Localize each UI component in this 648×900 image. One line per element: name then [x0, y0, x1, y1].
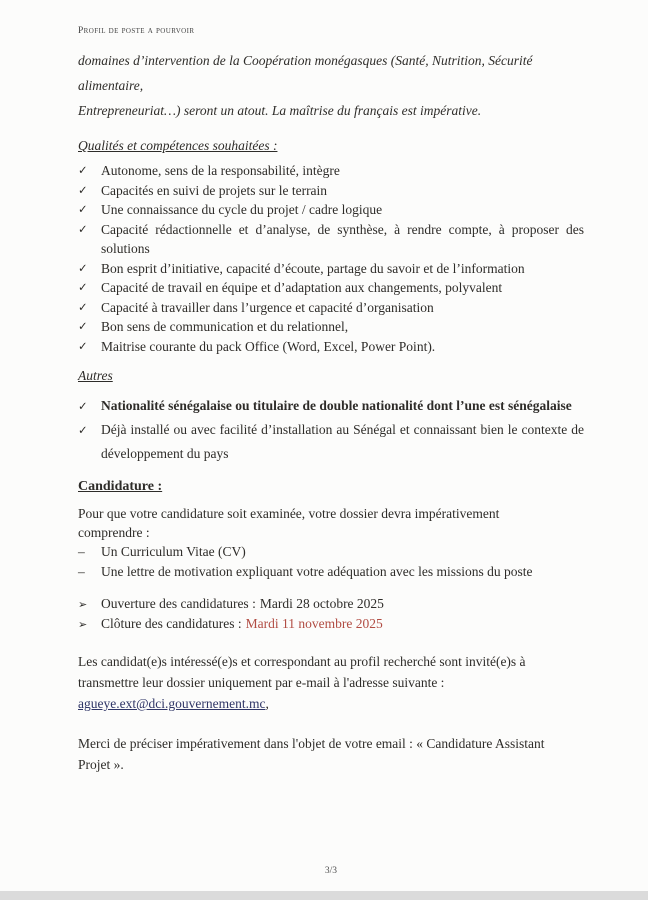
check-icon: ✓	[78, 223, 88, 236]
qualities-heading: Qualités et compétences souhaitées :	[78, 138, 278, 153]
email-line	[78, 693, 584, 714]
list-item-text: Capacités en suivi de projets sur le terrain	[101, 182, 328, 198]
list-item	[78, 594, 584, 614]
subject-note-paragraph	[78, 733, 584, 775]
list-item	[78, 542, 584, 562]
list-item-text: Nationalité sénégalaise ou titulaire de double nationalité dont l’une est sénégalaise	[101, 398, 572, 413]
document-header: Profil de poste a pourvoir	[78, 26, 195, 36]
list-item-text: Maitrise courante du pack Office (Word, Excel, Power Point).	[101, 338, 436, 354]
list-item-text: Autonome, sens de la responsabilité, intègre	[101, 163, 340, 178]
paragraph-line: Les candidat(e)s intéressé(e)s et correspondant au profil recherché sont invité(e)s à	[78, 654, 526, 669]
check-icon: ✓	[78, 262, 88, 275]
list-item-text: Une connaissance du cycle du projet / cadre logique	[101, 202, 383, 217]
list-item-text: Bon sens de communication et du relationnel,	[101, 319, 349, 334]
list-item-text: Un Curriculum Vitae (CV)	[101, 544, 246, 559]
dash-bullet-icon: –	[78, 564, 85, 579]
intro-paragraph	[78, 48, 584, 123]
list-item-text: Capacité rédactionnelle et d’analyse, de synthèse, à rendre compte, à proposer des solutions	[101, 221, 584, 256]
list-item	[78, 394, 584, 418]
page-number: 3/3	[324, 866, 338, 876]
email-suffix: ,	[265, 696, 269, 711]
list-item	[78, 298, 584, 318]
list-item	[78, 161, 584, 181]
check-icon: ✓	[78, 165, 88, 177]
date-value: Mardi 28 octobre 2025	[259, 596, 384, 611]
check-icon: ✓	[78, 204, 88, 216]
list-item-text: Bon esprit d’initiative, capacité d’écoute, partage du savoir et de l’information	[101, 260, 525, 276]
arrow-bullet-icon: ➢	[78, 599, 88, 611]
others-heading: Autres	[78, 368, 113, 383]
check-icon: ✓	[78, 282, 88, 294]
submission-paragraph	[78, 651, 584, 714]
documents-list	[78, 542, 584, 582]
qualities-list	[78, 161, 584, 356]
list-item	[78, 278, 584, 298]
list-item	[78, 418, 584, 466]
check-icon: ✓	[78, 321, 88, 333]
list-item	[78, 317, 584, 337]
intro-line: domaines d’intervention de la Coopération monégasques (Santé, Nutrition, Sécurité alimentaire,	[78, 53, 533, 93]
arrow-bullet-icon: ➢	[78, 619, 88, 631]
dash-bullet-icon: –	[78, 544, 85, 559]
check-icon: ✓	[78, 425, 88, 437]
date-value-highlighted: Mardi 11 novembre 2025	[245, 616, 383, 631]
candidature-intro	[78, 504, 584, 542]
closing-date	[101, 614, 584, 634]
list-item-text: Une lettre de motivation expliquant votre adéquation avec les missions du poste	[101, 564, 533, 579]
others-list	[78, 394, 584, 466]
dates-list	[78, 594, 584, 634]
intro-line: Entrepreneuriat…) seront un atout. La maîtrise du français est impérative.	[78, 103, 482, 118]
candidature-heading: Candidature :	[78, 479, 163, 494]
paragraph-line: Merci de préciser impérativement dans l'objet de votre email : « Candidature Assistant	[78, 736, 545, 751]
list-item	[78, 181, 584, 201]
paragraph-line: Projet ».	[78, 757, 124, 772]
list-item	[78, 259, 584, 279]
check-icon: ✓	[78, 340, 88, 353]
date-label: Clôture des candidatures :	[101, 616, 242, 631]
list-item	[78, 614, 584, 634]
check-icon: ✓	[78, 184, 88, 197]
paragraph-line: Pour que votre candidature soit examinée, votre dossier devra impérativement	[78, 506, 500, 521]
list-item	[78, 220, 584, 259]
list-item	[78, 562, 584, 582]
list-item	[78, 337, 584, 357]
email-link[interactable]: agueye.ext@dci.gouvernement.mc	[78, 696, 266, 711]
list-item	[78, 200, 584, 220]
opening-date	[101, 594, 584, 614]
list-item-text: Déjà installé ou avec facilité d’installation au Sénégal et connaissant bien le contexte de développement du pays	[101, 422, 584, 461]
bottom-edge-bar	[0, 891, 648, 900]
paragraph-line: transmettre leur dossier uniquement par e-mail à l'adresse suivante :	[78, 675, 445, 690]
list-item-text: Capacité de travail en équipe et d’adaptation aux changements, polyvalent	[101, 280, 503, 295]
date-label: Ouverture des candidatures :	[101, 596, 256, 611]
check-icon: ✓	[78, 301, 88, 314]
paragraph-line: comprendre :	[78, 525, 150, 540]
check-icon: ✓	[78, 401, 88, 413]
list-item-text: Capacité à travailler dans l’urgence et capacité d’organisation	[101, 299, 434, 315]
